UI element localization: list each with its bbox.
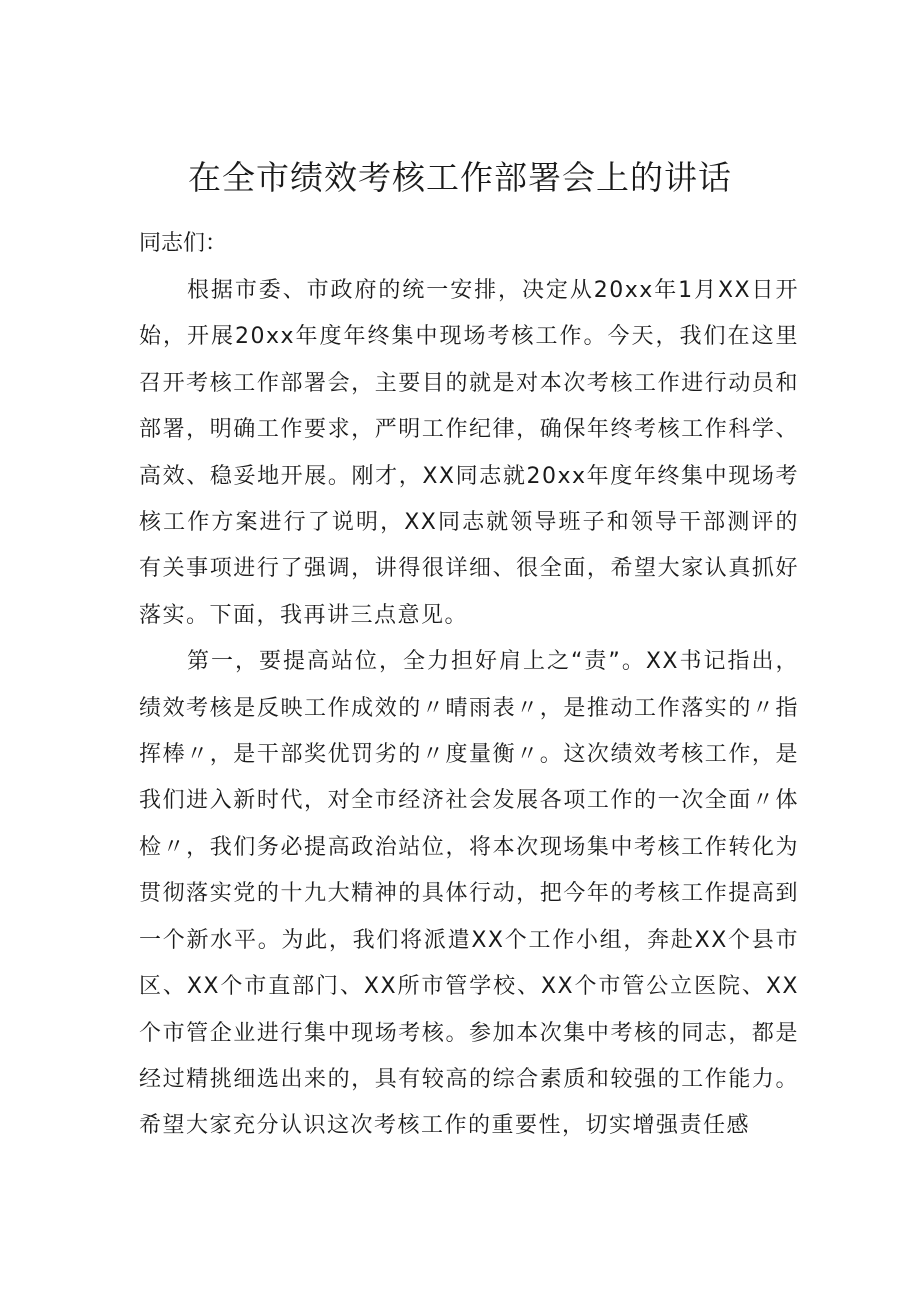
document-body: [139, 268, 799, 1150]
greeting: 同志们：: [139, 231, 228, 256]
paragraph-1: 根据市委、市政府的统一安排，决定从20xx年1月XX日开始，开展20xx年度年终集中现场考核工作。今天，我们在这里召开考核工作部署会，主要目的就是对本次考核工作进行动员和部署，明确工作要求，严明工作纪律，确保年终考核工作科学、高效、稳妥地开展。刚才，XX同志就20xx年度年终集中现场考核工作方案进行了说明，XX同志就领导班子和领导干部测评的有关事项进行了强调，讲得很详细、很全面，希望大家认真抓好落实。下面，我再讲三点意见。: [139, 278, 799, 628]
document-title: 在全市绩效考核工作部署会上的讲话: [188, 158, 732, 197]
paragraph-2: 第一，要提高站位，全力担好肩上之“责”。XX书记指出，绩效考核是反映工作成效的〃晴雨表〃，是推动工作落实的〃指挥棒〃，是干部奖优罚劣的〃度量衡〃。这次绩效考核工作，是我们进入新时代，对全市经济社会发展各项工作的一次全面〃体检〃，我们务必提高政治站位，将本次现场集中考核工作转化为贯彻落实党的十九大精神的具体行动，把今年的考核工作提高到一个新水平。为此，我们将派遣XX个工作小组，奔赴XX个县市区、XX个市直部门、XX所市管学校、XX个市管公立医院、XX个市管企业进行集中现场考核。参加本次集中考核的同志，都是经过精挑细选出来的，具有较高的综合素质和较强的工作能力。希望大家充分认识这次考核工作的重要性，切实增强责任感: [139, 649, 799, 1139]
